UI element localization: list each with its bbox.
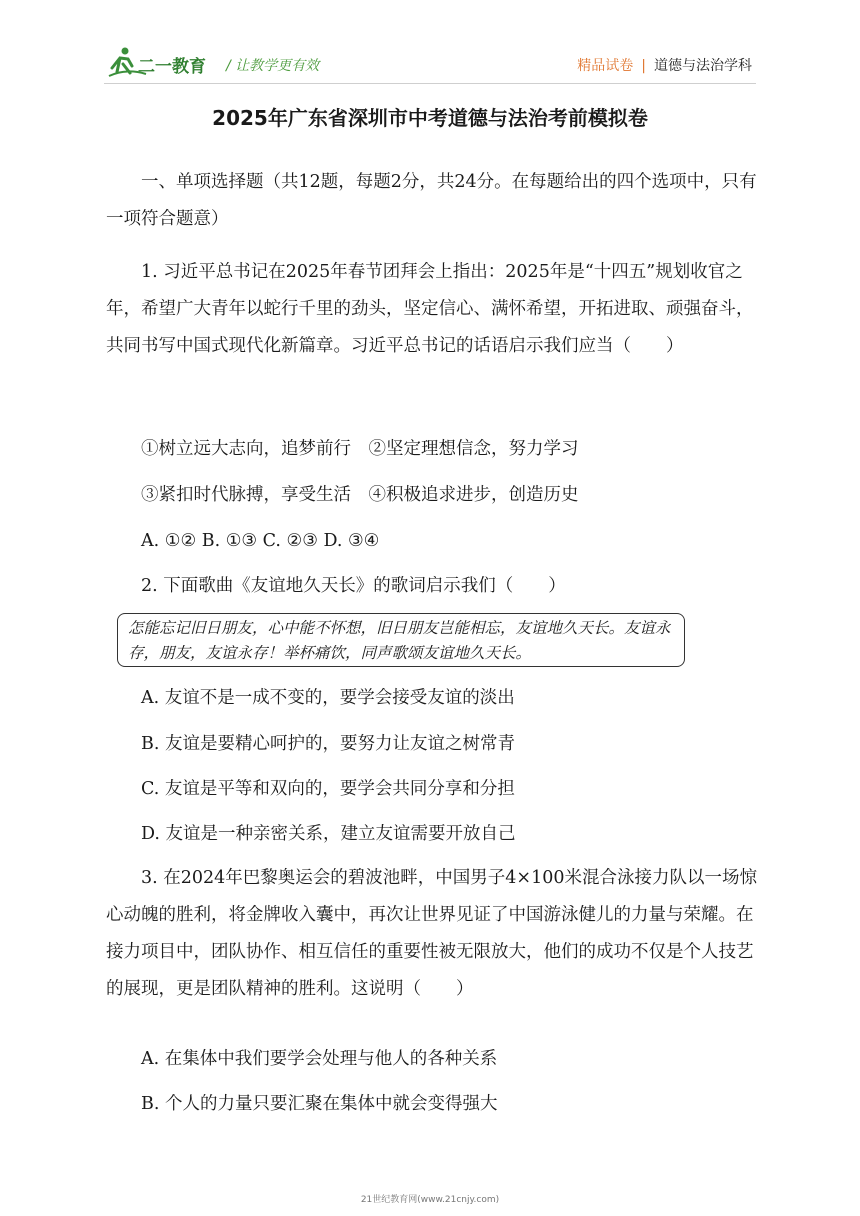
- header-right: [577, 55, 752, 75]
- q1-choices: A. ①② B. ①③ C. ②③ D. ③④: [141, 531, 380, 551]
- q2-option-c: C. 友谊是平等和双向的，要学会共同分享和分担: [141, 779, 515, 799]
- logo: [106, 44, 216, 84]
- header-divider: [104, 83, 756, 84]
- q2-option-b: B. 友谊是要精心呵护的，要努力让友谊之树常青: [141, 734, 515, 754]
- slogan: / 让教学更有效: [226, 58, 320, 74]
- q2-stem: 2. 下面歌曲《友谊地久天长》的歌词启示我们（ ）: [141, 576, 566, 596]
- header-separator: |: [641, 58, 646, 74]
- q1-stem: 1. 习近平总书记在2025年春节团拜会上指出：2025年是“十四五”规划收官之年，希望广大青年以蛇行千里的劲头，坚定信心、满怀希望，开拓进取、顽强奋斗，共同书写中国式现代化新篇章。习近平总书记的话语启示我们应当（ ）: [106, 262, 754, 356]
- category-label: 精品试卷: [577, 58, 634, 74]
- q2-option-a: A. 友谊不是一成不变的，要学会接受友谊的淡出: [141, 688, 515, 708]
- logo-text: 二一教育: [138, 57, 206, 77]
- q3-option-a: A. 在集体中我们要学会处理与他人的各种关系: [141, 1049, 498, 1069]
- q1-options-line2: ③紧扣时代脉搏，享受生活 ④积极追求进步，创造历史: [141, 485, 579, 505]
- page-header: [0, 0, 860, 92]
- q3-option-b: B. 个人的力量只要汇聚在集体中就会变得强大: [141, 1094, 498, 1114]
- q2-lyric-box: 怎能忘记旧日朋友，心中能不怀想，旧日朋友岂能相忘，友谊地久天长。友谊永存，朋友，友谊永存！举杯痛饮，同声歌颂友谊地久天长。: [117, 613, 685, 667]
- page-title: 2025年广东省深圳市中考道德与法治考前模拟卷: [212, 106, 648, 130]
- q1-options-line1: ①树立远大志向，追梦前行 ②坚定理想信念，努力学习: [141, 439, 579, 459]
- subject-label: 道德与法治学科: [654, 58, 752, 74]
- page-footer: 21世纪教育网(www.21cnjy.com): [360, 1195, 500, 1205]
- section-heading: 一、单项选择题（共12题，每题2分，共24分。在每题给出的四个选项中，只有一项符合题意）: [106, 172, 757, 229]
- q2-option-d: D. 友谊是一种亲密关系，建立友谊需要开放自己: [141, 824, 516, 844]
- q3-stem: 3. 在2024年巴黎奥运会的碧波池畔，中国男子4×100米混合泳接力队以一场惊心动魄的胜利，将金牌收入囊中，再次让世界见证了中国游泳健儿的力量与荣耀。在接力项目中，团队协作、相互信任的重要性被无限放大，他们的成功不仅是个人技艺的展现，更是团队精神的胜利。这说明（ ）: [106, 868, 757, 999]
